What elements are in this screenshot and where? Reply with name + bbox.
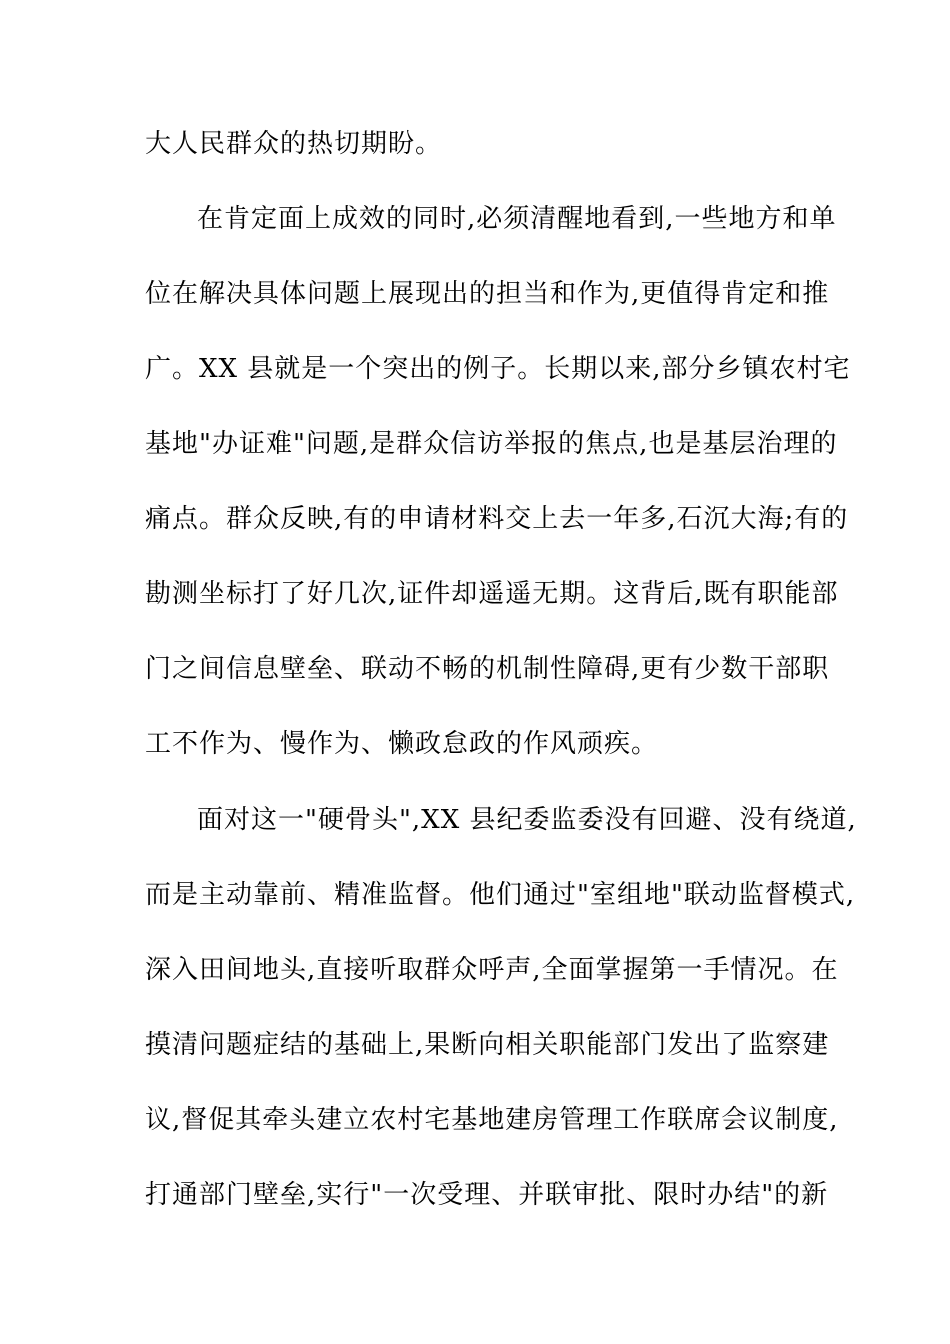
text-line: 议,督促其牵头建立农村宅基地建房管理工作联席会议制度,: [145, 1105, 839, 1135]
text-line: 工不作为、慢作为、懒政怠政的作风顽疾。: [145, 729, 659, 759]
paragraph-start-line: 在肯定面上成效的同时,必须清醒地看到,一些地方和单: [197, 204, 837, 234]
text-line: 深入田间地头,直接听取群众呼声,全面掌握第一手情况。在: [145, 955, 839, 985]
text-line: 而是主动靠前、精准监督。他们通过"室组地"联动监督模式,: [145, 880, 856, 910]
text-line: 痛点。群众反映,有的申请材料交上去一年多,石沉大海;有的: [145, 504, 849, 534]
text-line: 打通部门壁垒,实行"一次受理、并联审批、限时办结"的新: [145, 1180, 829, 1210]
text-line: 广。XX 县就是一个突出的例子。长期以来,部分乡镇农村宅: [145, 354, 851, 384]
text-line: 门之间信息壁垒、联动不畅的机制性障碍,更有少数干部职: [145, 654, 830, 684]
text-line: 位在解决具体问题上展现出的担当和作为,更值得肯定和推: [145, 279, 830, 309]
paragraph-start-line: 面对这一"硬骨头",XX 县纪委监委没有回避、没有绕道,: [197, 805, 857, 835]
text-line: 基地"办证难"问题,是群众信访举报的焦点,也是基层治理的: [145, 429, 838, 459]
text-line: 大人民群众的热切期盼。: [145, 129, 443, 159]
text-line: 勘测坐标打了好几次,证件却遥遥无期。这背后,既有职能部: [145, 579, 839, 609]
text-line: 摸清问题症结的基础上,果断向相关职能部门发出了监察建: [145, 1030, 830, 1060]
